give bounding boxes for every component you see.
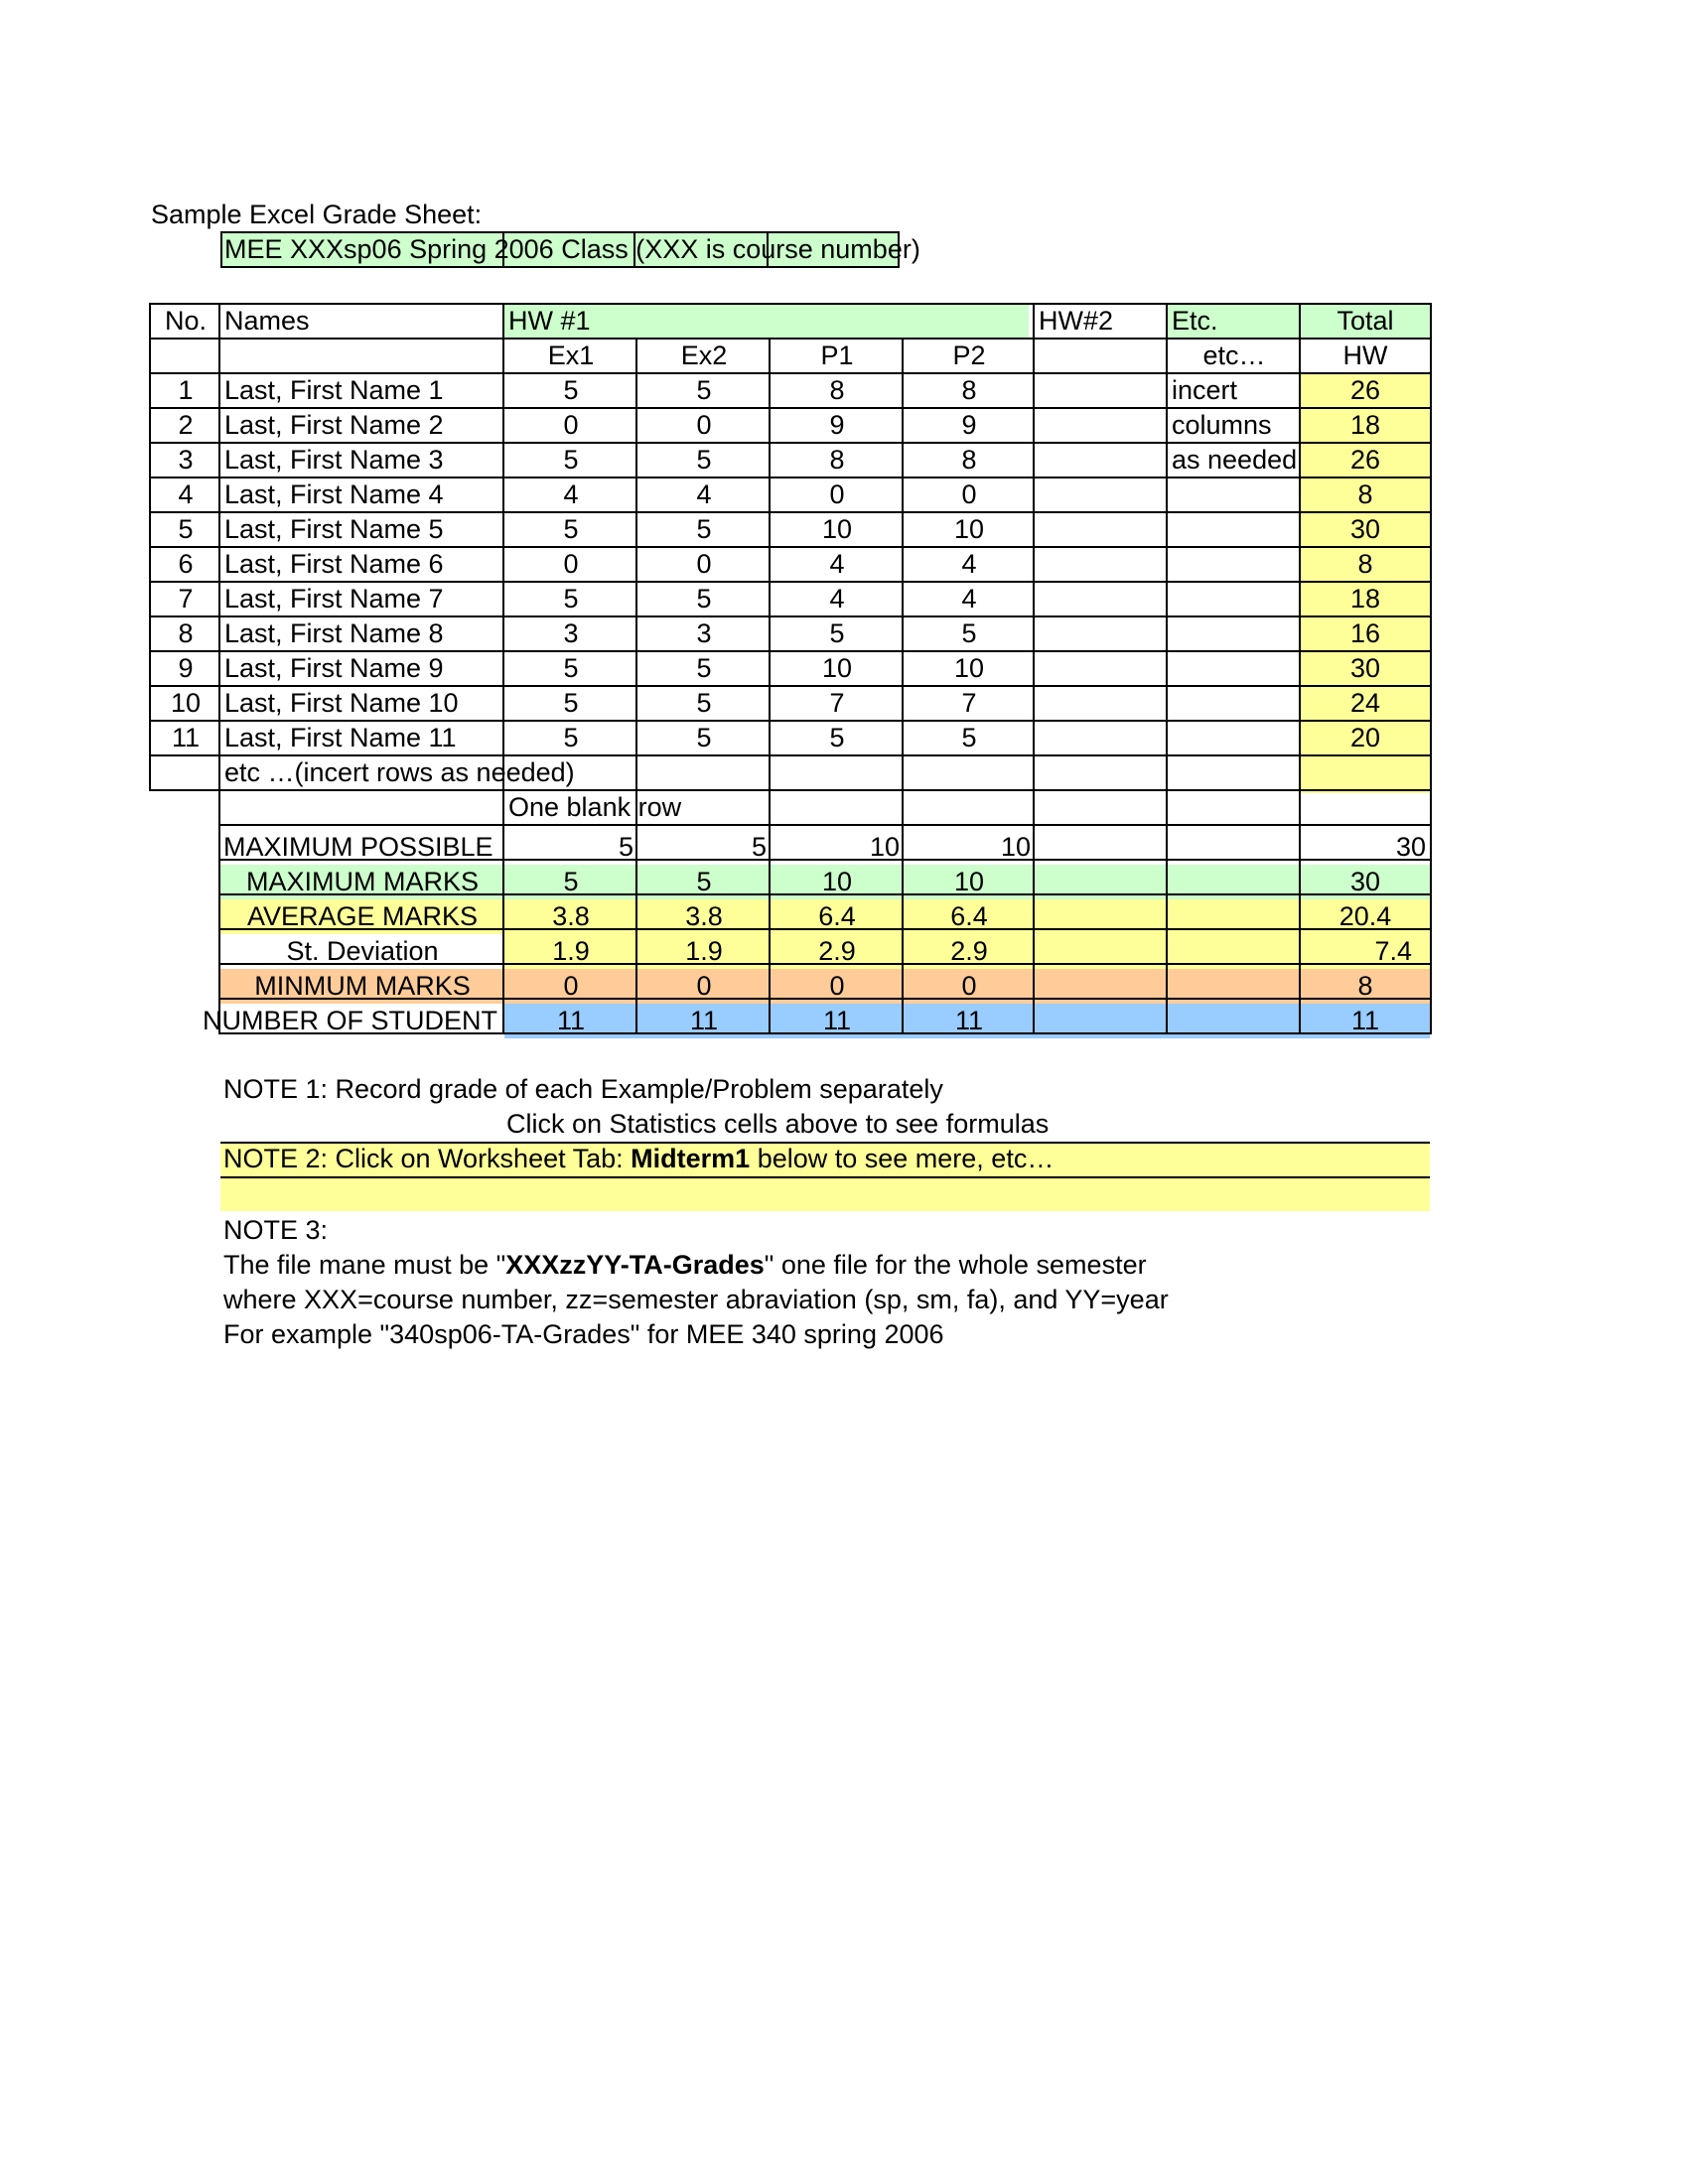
stat-avg-marks-p2[interactable]: 6.4 — [950, 901, 988, 931]
student-ex2-cell[interactable]: 4 — [696, 479, 712, 509]
student-p2-cell[interactable]: 0 — [961, 479, 977, 509]
student-p1-cell[interactable]: 4 — [829, 549, 845, 579]
student-name-cell[interactable]: Last, First Name 3 — [224, 445, 444, 475]
stat-max-marks-total[interactable]: 30 — [1349, 867, 1381, 896]
student-p2-cell[interactable]: 5 — [961, 723, 977, 752]
student-p2-cell[interactable]: 4 — [961, 584, 977, 614]
student-no-cell[interactable]: 10 — [170, 688, 202, 718]
student-p2-cell[interactable]: 7 — [961, 688, 977, 718]
note-2: NOTE 2: Click on Worksheet Tab: Midterm1 below to see mere, etc… — [223, 1144, 1055, 1173]
student-ex2-cell[interactable]: 5 — [696, 584, 712, 614]
student-total-cell[interactable]: 8 — [1357, 549, 1373, 579]
student-no-cell[interactable]: 6 — [178, 549, 194, 579]
student-p2-cell[interactable]: 8 — [961, 375, 977, 405]
stat-num-students-total[interactable]: 11 — [1350, 1006, 1380, 1035]
student-name-cell[interactable]: Last, First Name 1 — [224, 375, 444, 405]
stat-num-students-p2[interactable]: 11 — [954, 1006, 984, 1035]
col-header-p2: P2 — [952, 341, 986, 370]
worksheet-tab-midterm1[interactable]: Midterm1 — [631, 1144, 751, 1173]
student-p1-cell[interactable]: 5 — [829, 618, 845, 648]
student-total-cell[interactable]: 26 — [1349, 445, 1381, 475]
student-name-cell[interactable]: Last, First Name 9 — [224, 653, 444, 683]
stat-avg-marks-ex1[interactable]: 3.8 — [552, 901, 590, 931]
student-total-cell[interactable]: 18 — [1349, 584, 1381, 614]
student-p1-cell[interactable]: 10 — [821, 653, 853, 683]
student-ex2-cell[interactable]: 5 — [696, 514, 712, 544]
etc-note-2: columns — [1172, 410, 1272, 440]
student-total-cell[interactable]: 16 — [1349, 618, 1381, 648]
student-no-cell[interactable]: 3 — [178, 445, 194, 475]
stat-max-marks-p2[interactable]: 10 — [953, 867, 985, 896]
stat-num-students-ex1[interactable]: 11 — [556, 1006, 586, 1035]
student-total-cell[interactable]: 8 — [1357, 479, 1373, 509]
student-ex2-cell[interactable]: 5 — [696, 688, 712, 718]
student-total-cell[interactable]: 30 — [1349, 514, 1381, 544]
student-name-cell[interactable]: Last, First Name 8 — [224, 618, 444, 648]
student-total-cell[interactable]: 24 — [1349, 688, 1381, 718]
student-p1-cell[interactable]: 4 — [829, 584, 845, 614]
stat-label-max-marks: MAXIMUM MARKS — [245, 867, 479, 896]
stat-max-possible-ex2[interactable]: 5 — [751, 832, 767, 862]
student-name-cell[interactable]: Last, First Name 10 — [224, 688, 459, 718]
col-header-ex2: Ex2 — [680, 341, 728, 370]
stat-max-marks-p1[interactable]: 10 — [821, 867, 853, 896]
stat-min-marks-ex2[interactable]: 0 — [696, 971, 712, 1001]
stat-avg-marks-total[interactable]: 20.4 — [1338, 901, 1392, 931]
stat-st-dev-total[interactable]: 7.4 — [1374, 936, 1412, 966]
student-ex1-cell[interactable]: 5 — [563, 514, 579, 544]
stat-max-marks-ex1[interactable]: 5 — [563, 867, 579, 896]
note-1: NOTE 1: Record grade of each Example/Problem separately — [223, 1074, 943, 1104]
col-header-hw1: HW #1 — [508, 306, 591, 336]
note-3-line-1: The file mane must be "XXXzzYY-TA-Grades" one file for the whole semester — [223, 1250, 1147, 1280]
student-name-cell[interactable]: Last, First Name 7 — [224, 584, 444, 614]
student-p1-cell[interactable]: 8 — [829, 375, 845, 405]
student-ex1-cell[interactable]: 0 — [563, 549, 579, 579]
stat-max-marks-ex2[interactable]: 5 — [696, 867, 712, 896]
student-p1-cell[interactable]: 0 — [829, 479, 845, 509]
sheet-title: Sample Excel Grade Sheet: — [151, 200, 483, 229]
stat-st-dev-p1[interactable]: 2.9 — [818, 936, 856, 966]
etc-row-text: etc …(incert rows as needed) — [224, 757, 575, 787]
etc-note-1: incert — [1172, 375, 1238, 405]
student-no-cell[interactable]: 7 — [178, 584, 194, 614]
col-header-hw: HW — [1342, 341, 1388, 370]
student-ex1-cell[interactable]: 0 — [563, 410, 579, 440]
col-header-etc: Etc. — [1172, 306, 1218, 336]
col-header-total: Total — [1336, 306, 1394, 336]
student-p2-cell[interactable]: 10 — [953, 653, 985, 683]
stat-st-dev-ex2[interactable]: 1.9 — [685, 936, 723, 966]
student-no-cell[interactable]: 2 — [178, 410, 194, 440]
col-header-hw2: HW#2 — [1039, 306, 1114, 336]
stat-max-possible-ex1[interactable]: 5 — [618, 832, 633, 862]
student-p2-cell[interactable]: 8 — [961, 445, 977, 475]
col-header-p1: P1 — [820, 341, 854, 370]
col-header-ex1: Ex1 — [547, 341, 595, 370]
stat-st-dev-ex1[interactable]: 1.9 — [552, 936, 590, 966]
student-ex2-cell[interactable]: 0 — [696, 410, 712, 440]
note-3-heading: NOTE 3: — [223, 1215, 329, 1245]
student-p1-cell[interactable]: 8 — [829, 445, 845, 475]
stat-avg-marks-ex2[interactable]: 3.8 — [685, 901, 723, 931]
student-ex2-cell[interactable]: 5 — [696, 723, 712, 752]
stat-min-marks-ex1[interactable]: 0 — [563, 971, 579, 1001]
student-ex2-cell[interactable]: 3 — [696, 618, 712, 648]
stat-label-max-possible: MAXIMUM POSSIBLE — [223, 832, 493, 862]
student-p1-cell[interactable]: 9 — [829, 410, 845, 440]
student-p2-cell[interactable]: 10 — [953, 514, 985, 544]
student-total-cell[interactable]: 26 — [1349, 375, 1381, 405]
student-p1-cell[interactable]: 10 — [821, 514, 853, 544]
note-3-line-2: where XXX=course number, zz=semester abraviation (sp, sm, fa), and YY=year — [223, 1285, 1169, 1314]
student-ex1-cell[interactable]: 3 — [563, 618, 579, 648]
stat-label-avg-marks: AVERAGE MARKS — [246, 901, 479, 931]
student-ex1-cell[interactable]: 5 — [563, 723, 579, 752]
student-no-cell[interactable]: 9 — [178, 653, 194, 683]
class-title: MEE XXXsp06 Spring 2006 Class (XXX is course number) — [224, 234, 920, 264]
student-p1-cell[interactable]: 5 — [829, 723, 845, 752]
stat-max-possible-total[interactable]: 30 — [1395, 832, 1426, 862]
stat-max-possible-p2[interactable]: 10 — [1000, 832, 1031, 862]
student-ex2-cell[interactable]: 5 — [696, 653, 712, 683]
student-no-cell[interactable]: 1 — [178, 375, 194, 405]
blank-row-text: One blank row — [508, 792, 682, 822]
student-no-cell[interactable]: 5 — [178, 514, 194, 544]
col-header-no: No. — [164, 306, 208, 336]
col-header-etc-sub: etc… — [1202, 341, 1266, 370]
student-no-cell[interactable]: 8 — [178, 618, 194, 648]
student-ex1-cell[interactable]: 5 — [563, 584, 579, 614]
student-no-cell[interactable]: 11 — [171, 723, 201, 752]
note-3-line-3: For example "340sp06-TA-Grades" for MEE 340 spring 2006 — [223, 1319, 944, 1349]
student-p2-cell[interactable]: 5 — [961, 618, 977, 648]
stat-max-possible-p1[interactable]: 10 — [869, 832, 900, 862]
stat-label-min-marks: MINMUM MARKS — [254, 971, 471, 1001]
student-name-cell[interactable]: Last, First Name 6 — [224, 549, 444, 579]
stat-label-num-students: NUMBER OF STUDENT — [203, 1006, 497, 1035]
stat-min-marks-total[interactable]: 8 — [1357, 971, 1373, 1001]
student-no-cell[interactable]: 4 — [178, 479, 194, 509]
stat-num-students-ex2[interactable]: 11 — [689, 1006, 719, 1035]
student-total-cell[interactable]: 20 — [1349, 723, 1381, 752]
student-ex2-cell[interactable]: 0 — [696, 549, 712, 579]
student-name-cell[interactable]: Last, First Name 11 — [224, 723, 457, 752]
student-ex2-cell[interactable]: 5 — [696, 375, 712, 405]
note-1-sub: Click on Statistics cells above to see formulas — [506, 1109, 1050, 1139]
stat-label-st-dev: St. Deviation — [286, 936, 439, 966]
student-ex1-cell[interactable]: 5 — [563, 653, 579, 683]
student-p2-cell[interactable]: 9 — [961, 410, 977, 440]
student-total-cell[interactable]: 30 — [1349, 653, 1381, 683]
stat-avg-marks-p1[interactable]: 6.4 — [818, 901, 856, 931]
stat-min-marks-p1[interactable]: 0 — [829, 971, 845, 1001]
student-ex1-cell[interactable]: 5 — [563, 445, 579, 475]
student-ex2-cell[interactable]: 5 — [696, 445, 712, 475]
stat-num-students-p1[interactable]: 11 — [822, 1006, 852, 1035]
student-name-cell[interactable]: Last, First Name 2 — [224, 410, 444, 440]
col-header-names: Names — [224, 306, 310, 336]
student-p1-cell[interactable]: 7 — [829, 688, 845, 718]
etc-note-3: as needed — [1172, 445, 1298, 475]
stat-min-marks-p2[interactable]: 0 — [961, 971, 977, 1001]
student-total-cell[interactable]: 18 — [1349, 410, 1381, 440]
student-ex1-cell[interactable]: 5 — [563, 375, 579, 405]
stat-st-dev-p2[interactable]: 2.9 — [950, 936, 988, 966]
student-name-cell[interactable]: Last, First Name 5 — [224, 514, 444, 544]
student-ex1-cell[interactable]: 4 — [563, 479, 579, 509]
student-name-cell[interactable]: Last, First Name 4 — [224, 479, 444, 509]
student-p2-cell[interactable]: 4 — [961, 549, 977, 579]
student-ex1-cell[interactable]: 5 — [563, 688, 579, 718]
